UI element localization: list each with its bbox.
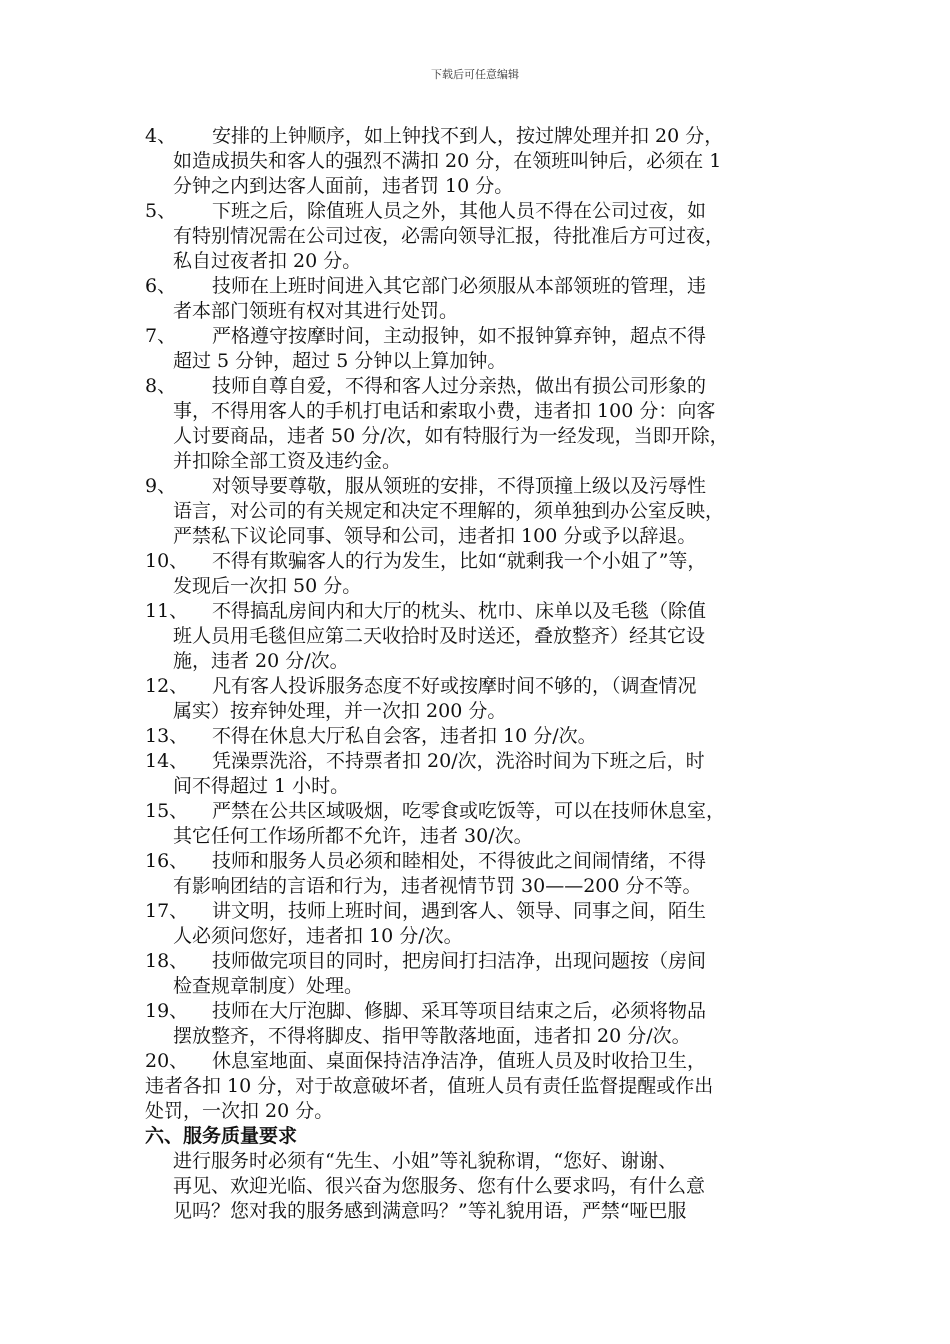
rule-text-line: 处罚，一次扣 20 分。 xyxy=(145,1100,334,1122)
rule-text-line: 语言，对公司的有关规定和决定不理解的，须单独到办公室反映， xyxy=(173,500,725,522)
rule-text-line: 有影响团结的言语和行为，违者视情节罚 30——200 分不等。 xyxy=(173,875,702,897)
rule-text-line: 私自过夜者扣 20 分。 xyxy=(173,250,362,272)
rule-text-line: 技师在上班时间进入其它部门必须服从本部领班的管理，违 xyxy=(212,275,707,297)
rule-text-line: 不得搞乱房间内和大厅的枕头、枕巾、床单以及毛毯（除值 xyxy=(212,600,707,622)
rule-item xyxy=(145,124,813,199)
rule-text-line: 下班之后，除值班人员之外，其他人员不得在公司过夜，如 xyxy=(212,200,707,222)
rule-text-line: 不得有欺骗客人的行为发生，比如“就剩我一个小姐了”等， xyxy=(212,550,707,572)
page-header: 下载后可任意编辑 xyxy=(431,68,519,81)
rule-item xyxy=(145,1049,813,1124)
rule-text-line: 事，不得用客人的手机打电话和索取小费，违者扣 100 分：向客 xyxy=(173,400,716,422)
rule-item xyxy=(145,799,813,849)
rule-text-line: 凡有客人投诉服务态度不好或按摩时间不够的，（调查情况 xyxy=(212,675,697,697)
rule-number: 14、 xyxy=(145,750,189,772)
rule-item xyxy=(145,999,813,1049)
paragraph-line: 再见、欢迎光临、很兴奋为您服务、您有什么要求吗，有什么意 xyxy=(173,1175,706,1197)
document-body xyxy=(145,124,813,1224)
rule-text-line: 凭澡票洗浴，不持票者扣 20/次，洗浴时间为下班之后，时 xyxy=(212,750,705,772)
paragraph-line: 进行服务时必须有“先生、小姐”等礼貌称谓，“您好、谢谢、 xyxy=(173,1150,678,1172)
rule-number: 16、 xyxy=(145,850,189,872)
paragraph-line: 见吗？您对我的服务感到满意吗？”等礼貌用语，严禁“哑巴服 xyxy=(173,1200,687,1222)
rule-text-line: 有特别情况需在公司过夜，必需向领导汇报，待批准后方可过夜， xyxy=(173,225,725,247)
rule-text-line: 严禁在公共区域吸烟，吃零食或吃饭等，可以在技师休息室， xyxy=(212,800,726,822)
rule-number: 11、 xyxy=(145,600,189,622)
rule-number: 7、 xyxy=(145,325,177,347)
rule-item xyxy=(145,899,813,949)
rule-number: 8、 xyxy=(145,375,177,397)
rule-text-line: 人讨要商品，违者 50 分/次，如有特服行为一经发现，当即开除， xyxy=(173,425,729,447)
rule-number: 9、 xyxy=(145,475,177,497)
rule-text-line: 班人员用毛毯但应第二天收拾时及时送还，叠放整齐）经其它设 xyxy=(173,625,706,647)
rule-text-line: 技师自尊自爱，不得和客人过分亲热，做出有损公司形象的 xyxy=(212,375,707,397)
rule-item xyxy=(145,549,813,599)
rule-number: 17、 xyxy=(145,900,189,922)
section-paragraph xyxy=(145,1149,813,1224)
rule-text-line: 讲文明，技师上班时间，遇到客人、领导、同事之间，陌生 xyxy=(212,900,707,922)
rule-item xyxy=(145,849,813,899)
rule-item xyxy=(145,374,813,474)
rule-item xyxy=(145,474,813,549)
rule-text-line: 严禁私下议论同事、领导和公司，违者扣 100 分或予以辞退。 xyxy=(173,525,697,547)
rule-item xyxy=(145,949,813,999)
rule-text-line: 休息室地面、桌面保持洁净洁净，值班人员及时收拾卫生， xyxy=(212,1050,707,1072)
rule-item xyxy=(145,274,813,324)
rule-text-line: 违者各扣 10 分，对于故意破坏者，值班人员有责任监督提醒或作出 xyxy=(145,1075,714,1097)
rule-item xyxy=(145,324,813,374)
rule-text-line: 对领导要尊敬，服从领班的安排，不得顶撞上级以及污辱性 xyxy=(212,475,707,497)
rule-text-line: 严格遵守按摩时间，主动报钟，如不报钟算弃钟，超点不得 xyxy=(212,325,707,347)
rule-item xyxy=(145,199,813,274)
rule-text-line: 者本部门领班有权对其进行处罚。 xyxy=(173,300,459,322)
rule-text-line: 属实）按弃钟处理，并一次扣 200 分。 xyxy=(173,700,507,722)
rule-text-line: 技师在大厅泡脚、修脚、采耳等项目结束之后，必须将物品 xyxy=(212,1000,707,1022)
rule-text-line: 超过 5 分钟，超过 5 分钟以上算加钟。 xyxy=(173,350,507,372)
rule-item xyxy=(145,674,813,724)
rule-text-line: 发现后一次扣 50 分。 xyxy=(173,575,362,597)
rule-number: 6、 xyxy=(145,275,177,297)
rule-text-line: 技师和服务人员必须和睦相处，不得彼此之间闹情绪，不得 xyxy=(212,850,707,872)
rule-item xyxy=(145,749,813,799)
rule-number: 20、 xyxy=(145,1050,189,1072)
rule-text-line: 施，违者 20 分/次。 xyxy=(173,650,349,672)
rule-number: 10、 xyxy=(145,550,189,572)
rule-number: 13、 xyxy=(145,725,189,747)
rule-number: 4、 xyxy=(145,125,177,147)
rule-item xyxy=(145,724,813,749)
rule-text-line: 分钟之内到达客人面前，违者罚 10 分。 xyxy=(173,175,514,197)
rule-number: 18、 xyxy=(145,950,189,972)
rule-item xyxy=(145,599,813,674)
rule-text-line: 技师做完项目的同时，把房间打扫洁净，出现问题按（房间 xyxy=(212,950,707,972)
rule-number: 19、 xyxy=(145,1000,189,1022)
rule-text-line: 其它任何工作场所都不允许，违者 30/次。 xyxy=(173,825,533,847)
rule-number: 15、 xyxy=(145,800,189,822)
rule-text-line: 并扣除全部工资及违约金。 xyxy=(173,450,402,472)
rule-number: 12、 xyxy=(145,675,189,697)
rule-text-line: 人必须问您好，违者扣 10 分/次。 xyxy=(173,925,463,947)
rule-text-line: 不得在休息大厅私自会客，违者扣 10 分/次。 xyxy=(212,725,597,747)
rule-text-line: 如造成损失和客人的强烈不满扣 20 分，在领班叫钟后，必须在 1 xyxy=(173,150,722,172)
rule-text-line: 检查规章制度）处理。 xyxy=(173,975,364,997)
rule-number: 5、 xyxy=(145,200,177,222)
section-heading: 六、服务质量要求 xyxy=(145,1125,298,1147)
rule-text-line: 安排的上钟顺序，如上钟找不到人，按过牌处理并扣 20 分， xyxy=(212,125,724,147)
rule-text-line: 间不得超过 1 小时。 xyxy=(173,775,350,797)
rule-text-line: 摆放整齐，不得将脚皮、指甲等散落地面，违者扣 20 分/次。 xyxy=(173,1025,691,1047)
